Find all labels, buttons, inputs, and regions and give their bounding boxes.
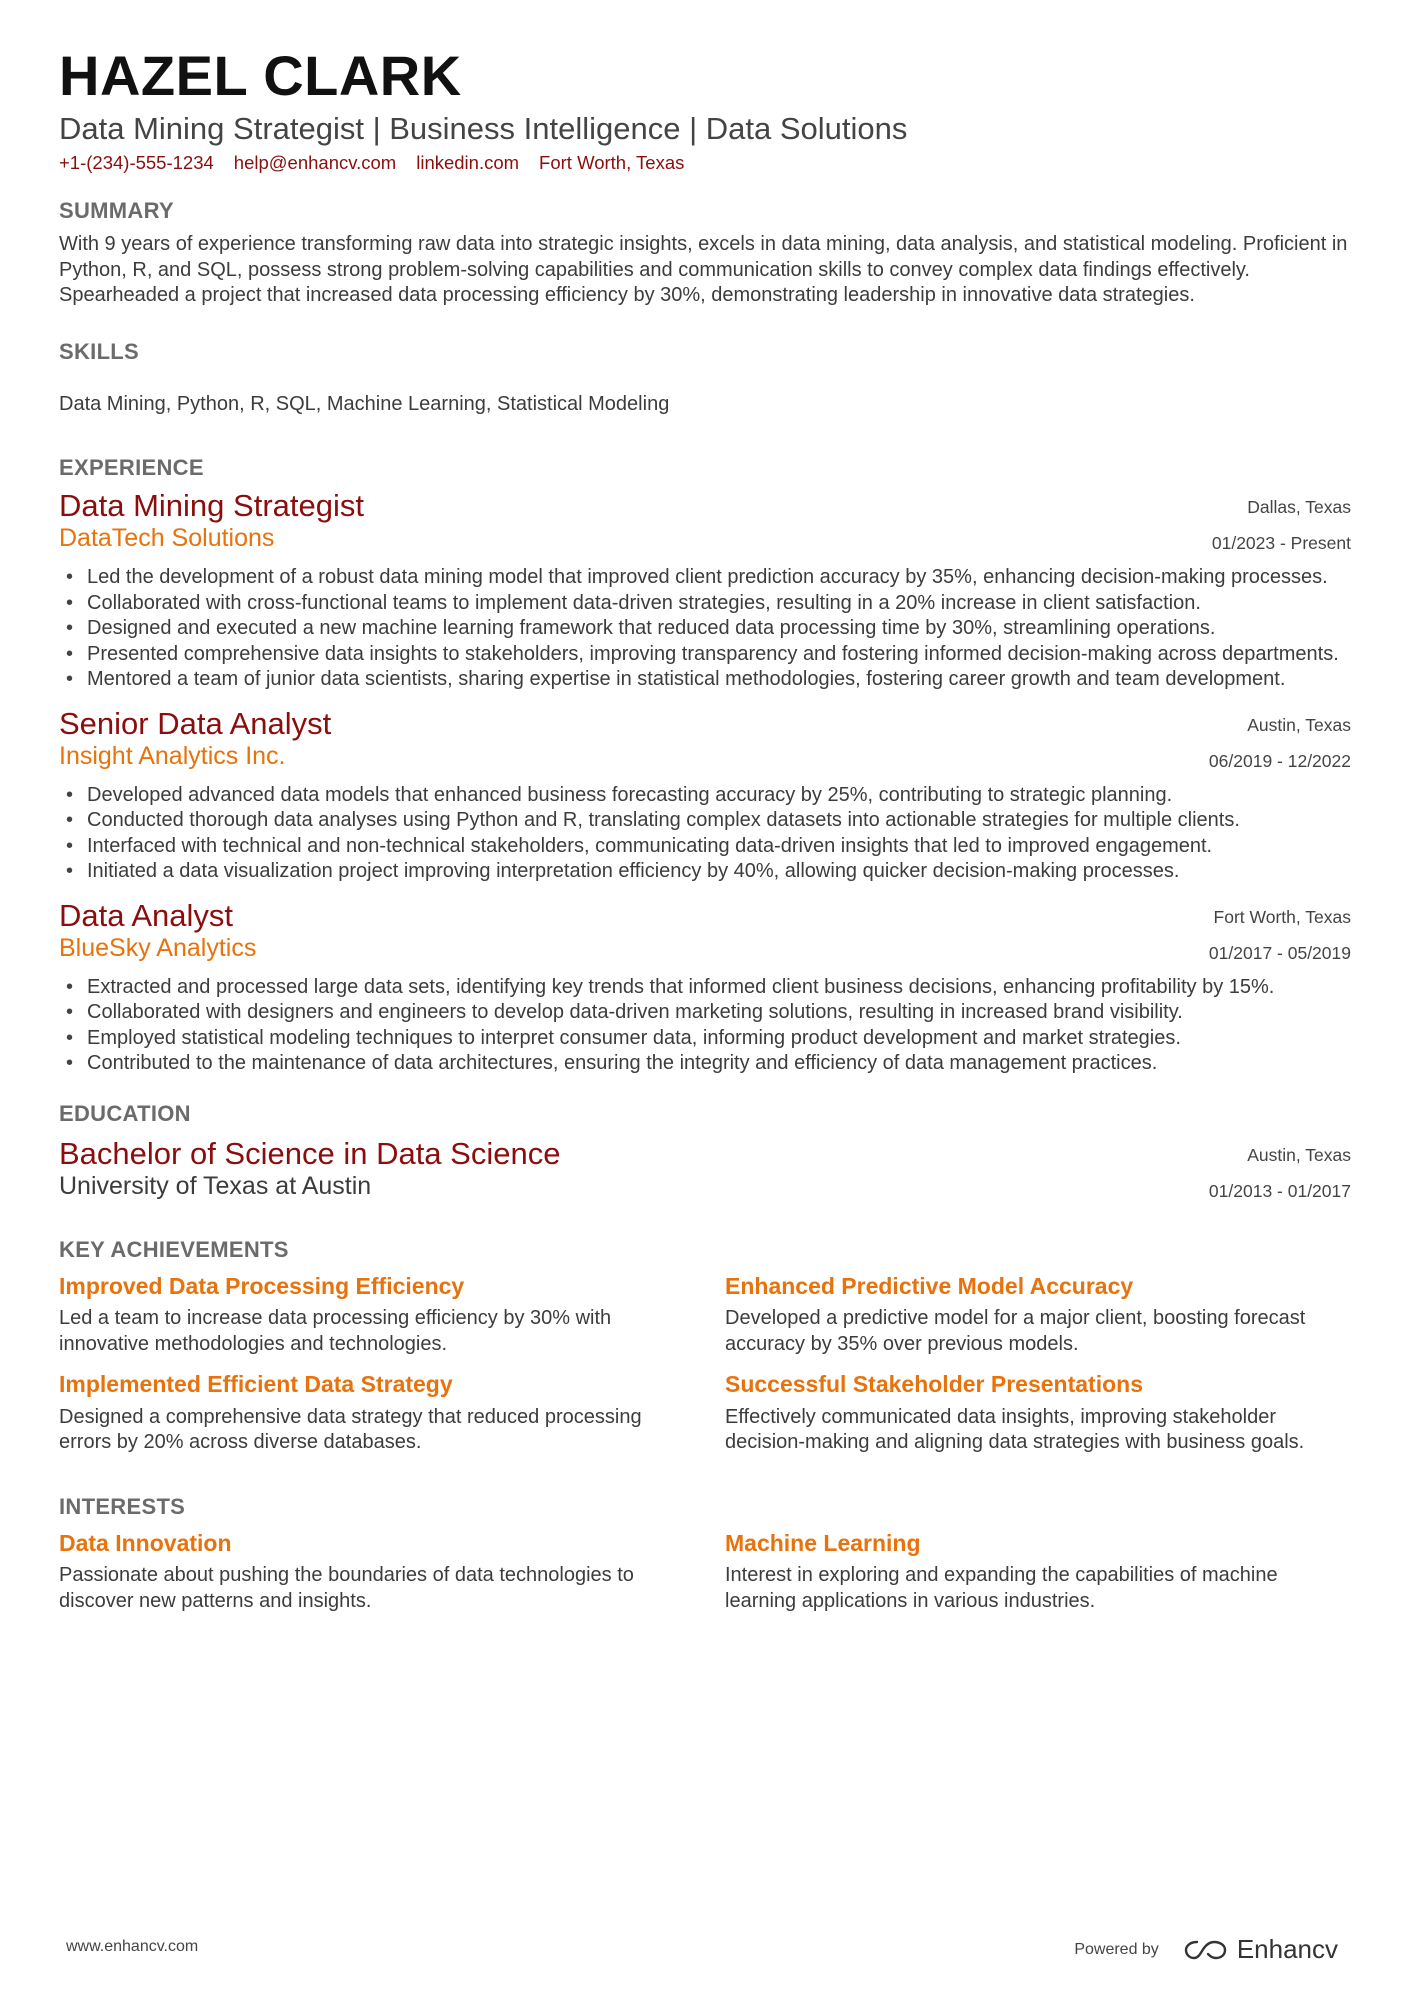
education-degree: Bachelor of Science in Data Science: [59, 1135, 561, 1171]
section-title-education: EDUCATION: [59, 1100, 191, 1126]
experience-section: [59, 455, 1351, 1077]
achievement-desc: Led a team to increase data processing efficiency by 30% with innovative methodologies and technologies.: [59, 1307, 612, 1355]
footer-website[interactable]: www.enhancv.com: [66, 1938, 199, 1955]
interest-desc: Passionate about pushing the boundaries of data technologies to discover new patterns and insights.: [59, 1564, 634, 1612]
enhancv-logo[interactable]: [1183, 1934, 1338, 1965]
job-entry: [59, 899, 1351, 1077]
summary-section: [59, 198, 1351, 309]
education-school: University of Texas at Austin: [59, 1171, 372, 1200]
contact-phone[interactable]: +1-(234)-555-1234: [59, 152, 214, 174]
job-dates: 01/2017 - 05/2019: [1208, 942, 1351, 963]
job-bullet: • Collaborated with designers and engineers to develop data-driven marketing solutions, resulting in increased brand visibility.: [59, 1000, 1351, 1026]
education-entry: [59, 1137, 1351, 1209]
achievement-item: [59, 1371, 685, 1456]
achievement-title: Enhanced Predictive Model Accuracy: [725, 1272, 1134, 1299]
interest-item: [59, 1530, 685, 1615]
contact-email[interactable]: help@enhancv.com: [233, 152, 397, 174]
achievement-desc: Designed a comprehensive data strategy that reduced processing errors by 20% across diverse databases.: [59, 1405, 642, 1454]
section-title-achievements: KEY ACHIEVEMENTS: [59, 1236, 289, 1262]
candidate-name: HAZEL CLARK: [59, 44, 462, 107]
skills-section: [59, 339, 1351, 418]
contact-location: Fort Worth, Texas: [539, 152, 685, 174]
job-title: Data Analyst: [59, 897, 234, 933]
achievement-item: [725, 1273, 1351, 1358]
section-title-summary: SUMMARY: [59, 198, 174, 224]
interest-desc: Interest in exploring and expanding the capabilities of machine learning applications in various industries.: [725, 1564, 1278, 1612]
powered-by-label: Powered by: [1074, 1940, 1159, 1958]
achievement-item: [59, 1273, 685, 1358]
job-bullet: • Presented comprehensive data insights to stakeholders, improving transparency and fostering informed decision-making across departments.: [59, 642, 1351, 668]
achievement-desc: Effectively communicated data insights, improving stakeholder decision-making and aligning data strategies with business goals.: [725, 1405, 1305, 1454]
job-bullet: • Interfaced with technical and non-technical stakeholders, communicating data-driven insights that led to improved engagement.: [59, 834, 1351, 860]
interests-section: [59, 1494, 1351, 1615]
section-title-skills: SKILLS: [59, 338, 140, 364]
summary-text: With 9 years of experience transforming raw data into strategic insights, excels in data mining, data analysis, and statistical modeling. Proficient in Python, R, and SQL, possess strong problem-solving capabilities and communication skills to convey complex data findings effectively. Spearheaded a project that increased data processing efficiency by 30%, demonstrating leadership in innovative data strategies.: [59, 233, 1348, 307]
job-bullet: • Led the development of a robust data mining model that improved client prediction accuracy by 35%, enhancing decision-making processes.: [59, 565, 1351, 591]
achievement-item: [725, 1371, 1351, 1456]
job-bullets: [59, 783, 1351, 885]
section-title-interests: INTERESTS: [59, 1493, 186, 1519]
job-dates: 01/2023 - Present: [1211, 533, 1351, 554]
job-bullet: • Employed statistical modeling techniques to interpret consumer data, informing product development and market strategies.: [59, 1026, 1351, 1052]
enhancv-logo-text: Enhancv: [1236, 1934, 1338, 1964]
interest-item: [725, 1530, 1351, 1615]
job-bullet: • Contributed to the maintenance of data architectures, ensuring the integrity and efficiency of data management practices.: [59, 1051, 1351, 1077]
candidate-headline: Data Mining Strategist | Business Intelligence | Data Solutions: [59, 111, 908, 146]
resume-header: [59, 44, 1351, 174]
achievement-title: Successful Stakeholder Presentations: [725, 1371, 1143, 1398]
job-location: Dallas, Texas: [1247, 497, 1351, 518]
contact-linkedin[interactable]: linkedin.com: [416, 152, 520, 174]
job-bullet: • Extracted and processed large data sets, identifying key trends that informed client business decisions, enhancing profitability by 15%.: [59, 975, 1351, 1001]
job-bullets: [59, 565, 1351, 693]
job-bullet: • Developed advanced data models that enhanced business forecasting accuracy by 25%, contributing to strategic planning.: [59, 783, 1351, 809]
skills-list: Data Mining, Python, R, SQL, Machine Learning, Statistical Modeling: [59, 392, 670, 415]
enhancv-logo-icon: [1183, 1938, 1229, 1962]
achievements-section: [59, 1237, 1351, 1456]
job-bullet: • Mentored a team of junior data scientists, sharing expertise in statistical methodologies, fostering career growth and team development.: [59, 667, 1351, 693]
job-bullet: • Conducted thorough data analyses using Python and R, translating complex datasets into actionable strategies for multiple clients.: [59, 808, 1351, 834]
interest-title: Machine Learning: [725, 1529, 921, 1556]
education-section: [59, 1101, 1351, 1209]
job-company: DataTech Solutions: [59, 524, 275, 553]
education-location: Austin, Texas: [1247, 1144, 1351, 1165]
achievement-desc: Developed a predictive model for a major client, boosting forecast accuracy by 35% over previous models.: [725, 1307, 1306, 1355]
job-entry: [59, 707, 1351, 885]
job-dates: 06/2019 - 12/2022: [1208, 750, 1351, 771]
job-title: Data Mining Strategist: [59, 488, 364, 524]
interest-title: Data Innovation: [59, 1529, 232, 1556]
job-company: BlueSky Analytics: [59, 933, 257, 962]
job-bullet: • Designed and executed a new machine learning framework that reduced data processing time by 30%, streamlining operations.: [59, 616, 1351, 642]
job-bullet: • Initiated a data visualization project improving interpretation efficiency by 40%, allowing quicker decision-making processes.: [59, 859, 1351, 885]
job-location: Fort Worth, Texas: [1213, 906, 1351, 927]
job-location: Austin, Texas: [1247, 714, 1351, 735]
job-entry: [59, 489, 1351, 693]
job-title: Senior Data Analyst: [59, 705, 332, 741]
education-dates: 01/2013 - 01/2017: [1208, 1180, 1351, 1201]
achievement-title: Implemented Efficient Data Strategy: [59, 1371, 453, 1398]
contact-info: [59, 152, 1351, 174]
section-title-experience: EXPERIENCE: [59, 455, 204, 481]
page-footer: [0, 1934, 1410, 1964]
achievement-title: Improved Data Processing Efficiency: [59, 1272, 465, 1299]
job-bullet: • Collaborated with cross-functional teams to implement data-driven strategies, resulting in a 20% increase in client satisfaction.: [59, 591, 1351, 617]
job-bullets: [59, 975, 1351, 1077]
job-company: Insight Analytics Inc.: [59, 741, 286, 770]
